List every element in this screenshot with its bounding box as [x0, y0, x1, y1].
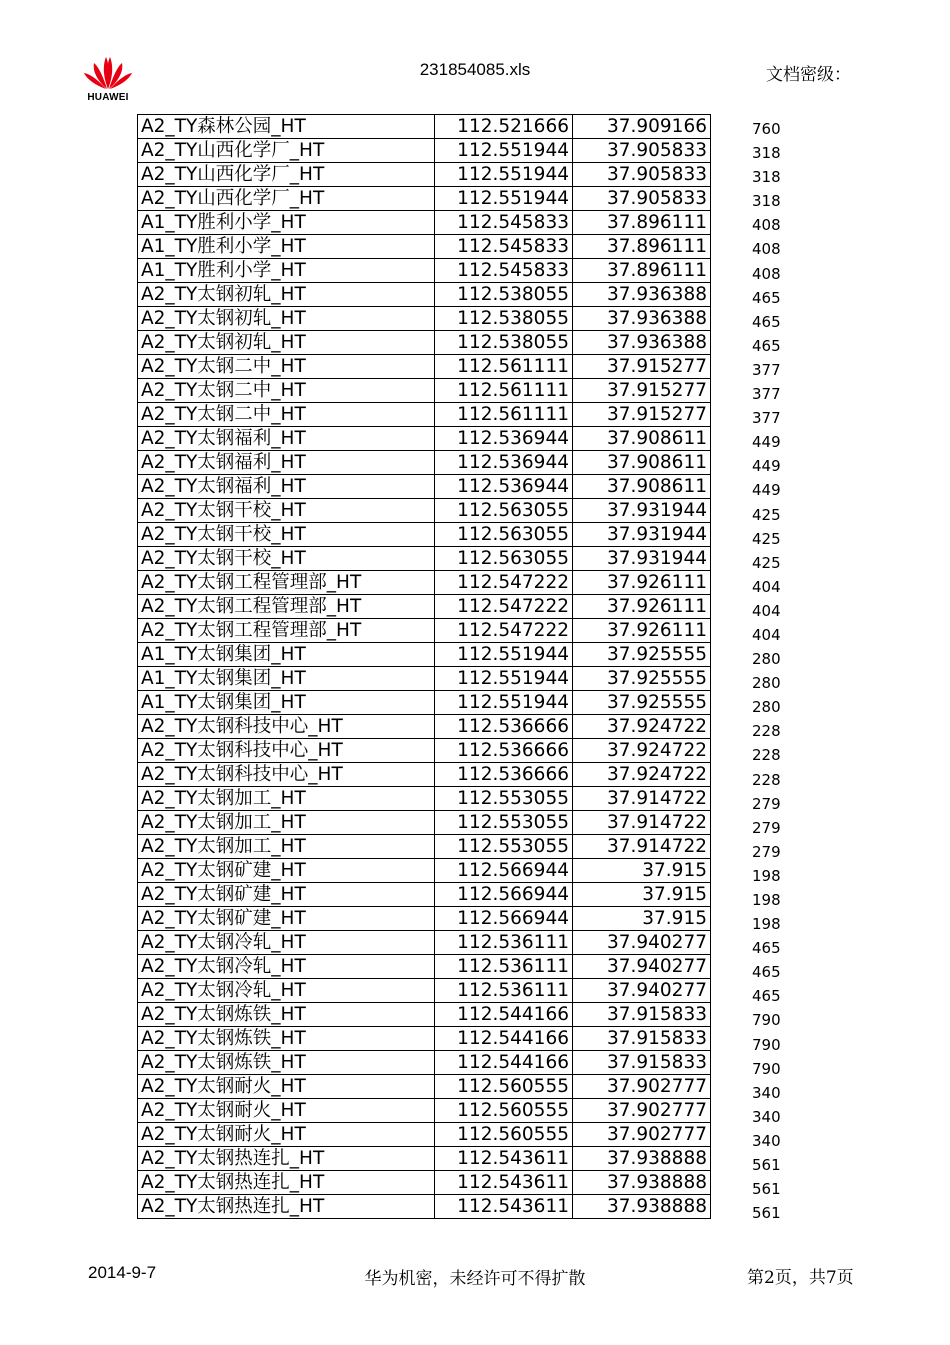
longitude-cell: 112.560555	[435, 1075, 573, 1099]
site-name-cell: A2_TY太钢科技中心_HT	[138, 739, 435, 763]
longitude-cell: 112.563055	[435, 547, 573, 571]
table-row	[138, 283, 711, 307]
table-row	[138, 1051, 711, 1075]
table-row	[138, 355, 711, 379]
latitude-cell: 37.936388	[573, 331, 711, 355]
value-cell: 760	[752, 120, 781, 138]
site-name-cell: A2_TY太钢科技中心_HT	[138, 763, 435, 787]
latitude-cell: 37.902777	[573, 1075, 711, 1099]
value-cell: 279	[752, 794, 781, 813]
value-cell: 404	[752, 601, 781, 620]
latitude-cell: 37.915833	[573, 1027, 711, 1051]
longitude-cell: 112.521666	[435, 115, 573, 139]
longitude-cell: 112.560555	[435, 1099, 573, 1123]
longitude-cell: 112.543611	[435, 1171, 573, 1195]
longitude-cell: 112.538055	[435, 283, 573, 307]
table-row	[138, 1195, 711, 1219]
table-row	[138, 787, 711, 811]
longitude-cell: 112.536111	[435, 931, 573, 955]
site-name-cell: A2_TY太钢热连扎_HT	[138, 1171, 435, 1195]
data-table	[137, 114, 711, 1219]
longitude-cell: 112.551944	[435, 187, 573, 211]
value-cell: 228	[752, 770, 781, 789]
value-cell: 790	[752, 1011, 781, 1030]
latitude-cell: 37.915833	[573, 1051, 711, 1075]
table-row	[138, 1099, 711, 1123]
latitude-cell: 37.896111	[573, 259, 711, 283]
latitude-cell: 37.908611	[573, 427, 711, 451]
value-cell: 404	[752, 625, 781, 644]
longitude-cell: 112.538055	[435, 331, 573, 355]
site-name-cell: A2_TY太钢福利_HT	[138, 451, 435, 475]
table-row	[138, 499, 711, 523]
table-row	[138, 307, 711, 331]
value-cell: 449	[752, 481, 781, 500]
longitude-cell: 112.543611	[435, 1195, 573, 1219]
table-row	[138, 619, 711, 643]
latitude-cell: 37.915277	[573, 355, 711, 379]
table-row	[138, 403, 711, 427]
table-row	[138, 931, 711, 955]
value-cell: 465	[752, 288, 781, 307]
latitude-cell: 37.915277	[573, 379, 711, 403]
value-cell: 377	[752, 385, 781, 404]
value-cell: 280	[752, 650, 781, 669]
site-name-cell: A2_TY山西化学厂_HT	[138, 163, 435, 187]
table-row	[138, 1003, 711, 1027]
longitude-cell: 112.566944	[435, 859, 573, 883]
value-cell: 408	[752, 264, 781, 283]
latitude-cell: 37.938888	[573, 1195, 711, 1219]
longitude-cell: 112.545833	[435, 259, 573, 283]
logo-text: HUAWEI	[87, 92, 129, 103]
latitude-cell: 37.931944	[573, 523, 711, 547]
longitude-cell: 112.561111	[435, 403, 573, 427]
longitude-cell: 112.538055	[435, 307, 573, 331]
latitude-cell: 37.905833	[573, 187, 711, 211]
table-row	[138, 811, 711, 835]
latitude-cell: 37.915833	[573, 1003, 711, 1027]
value-cell: 465	[752, 963, 781, 982]
longitude-cell: 112.551944	[435, 163, 573, 187]
table-row	[138, 691, 711, 715]
longitude-cell: 112.547222	[435, 571, 573, 595]
site-name-cell: A2_TY森林公园_HT	[138, 115, 435, 139]
table-row	[138, 571, 711, 595]
longitude-cell: 112.561111	[435, 379, 573, 403]
latitude-cell: 37.896111	[573, 235, 711, 259]
site-name-cell: A2_TY太钢福利_HT	[138, 475, 435, 499]
value-cell: 425	[752, 553, 781, 572]
table-row	[138, 739, 711, 763]
table-row	[138, 523, 711, 547]
table-row	[138, 331, 711, 355]
site-name-cell: A1_TY胜利小学_HT	[138, 211, 435, 235]
value-cell: 790	[752, 1035, 781, 1054]
longitude-cell: 112.553055	[435, 787, 573, 811]
site-name-cell: A2_TY太钢矿建_HT	[138, 883, 435, 907]
site-name-cell: A2_TY太钢干校_HT	[138, 523, 435, 547]
value-cell: 425	[752, 505, 781, 524]
longitude-cell: 112.544166	[435, 1003, 573, 1027]
longitude-cell: 112.566944	[435, 883, 573, 907]
page-number: 第2页，共7页	[747, 1268, 854, 1288]
site-name-cell: A1_TY太钢集团_HT	[138, 691, 435, 715]
longitude-cell: 112.536666	[435, 715, 573, 739]
value-cell: 425	[752, 529, 781, 548]
site-name-cell: A2_TY太钢加工_HT	[138, 811, 435, 835]
longitude-cell: 112.547222	[435, 619, 573, 643]
table-row	[138, 259, 711, 283]
site-name-cell: A2_TY太钢干校_HT	[138, 547, 435, 571]
value-cell: 465	[752, 312, 781, 331]
site-name-cell: A2_TY太钢干校_HT	[138, 499, 435, 523]
site-name-cell: A2_TY山西化学厂_HT	[138, 187, 435, 211]
longitude-cell: 112.566944	[435, 907, 573, 931]
latitude-cell: 37.926111	[573, 571, 711, 595]
site-name-cell: A2_TY太钢耐火_HT	[138, 1099, 435, 1123]
value-cell: 279	[752, 818, 781, 837]
value-cell: 318	[752, 192, 781, 211]
longitude-cell: 112.536944	[435, 475, 573, 499]
value-cell: 280	[752, 674, 781, 693]
latitude-cell: 37.896111	[573, 211, 711, 235]
site-name-cell: A2_TY太钢冷轧_HT	[138, 931, 435, 955]
latitude-cell: 37.931944	[573, 499, 711, 523]
longitude-cell: 112.551944	[435, 691, 573, 715]
site-name-cell: A2_TY太钢加工_HT	[138, 787, 435, 811]
table-row	[138, 595, 711, 619]
value-cell: 561	[752, 1204, 781, 1223]
table-row	[138, 1171, 711, 1195]
table-row	[138, 763, 711, 787]
value-cell: 280	[752, 698, 781, 717]
site-name-cell: A2_TY太钢福利_HT	[138, 427, 435, 451]
site-name-cell: A1_TY胜利小学_HT	[138, 259, 435, 283]
footer-date: 2014-9-7	[88, 1263, 157, 1282]
table-row	[138, 955, 711, 979]
site-name-cell: A2_TY太钢冷轧_HT	[138, 979, 435, 1003]
table-row	[138, 907, 711, 931]
latitude-cell: 37.940277	[573, 979, 711, 1003]
latitude-cell: 37.924722	[573, 763, 711, 787]
table-row	[138, 235, 711, 259]
site-name-cell: A2_TY太钢工程管理部_HT	[138, 619, 435, 643]
site-name-cell: A2_TY太钢初轧_HT	[138, 331, 435, 355]
table-row	[138, 187, 711, 211]
latitude-cell: 37.902777	[573, 1123, 711, 1147]
site-name-cell: A2_TY太钢科技中心_HT	[138, 715, 435, 739]
latitude-cell: 37.909166	[573, 115, 711, 139]
value-cell: 340	[752, 1107, 781, 1126]
latitude-cell: 37.936388	[573, 283, 711, 307]
table-row	[138, 1027, 711, 1051]
value-cell: 198	[752, 891, 781, 909]
longitude-cell: 112.545833	[435, 211, 573, 235]
value-cell: 408	[752, 240, 781, 259]
table-row	[138, 379, 711, 403]
value-cell: 377	[752, 360, 781, 379]
latitude-cell: 37.925555	[573, 667, 711, 691]
latitude-cell: 37.940277	[573, 931, 711, 955]
longitude-cell: 112.547222	[435, 595, 573, 619]
latitude-cell: 37.925555	[573, 691, 711, 715]
site-name-cell: A2_TY太钢热连扎_HT	[138, 1147, 435, 1171]
longitude-cell: 112.536111	[435, 979, 573, 1003]
latitude-cell: 37.924722	[573, 739, 711, 763]
site-name-cell: A2_TY太钢初轧_HT	[138, 283, 435, 307]
longitude-cell: 112.544166	[435, 1027, 573, 1051]
longitude-cell: 112.536666	[435, 739, 573, 763]
latitude-cell: 37.938888	[573, 1147, 711, 1171]
longitude-cell: 112.551944	[435, 667, 573, 691]
table-row	[138, 643, 711, 667]
latitude-cell: 37.908611	[573, 451, 711, 475]
table-row	[138, 115, 711, 139]
latitude-cell: 37.914722	[573, 787, 711, 811]
table-body	[138, 115, 711, 1219]
site-name-cell: A2_TY太钢二中_HT	[138, 379, 435, 403]
site-name-cell: A2_TY太钢二中_HT	[138, 355, 435, 379]
value-cell: 228	[752, 722, 781, 741]
site-name-cell: A2_TY太钢矿建_HT	[138, 859, 435, 883]
longitude-cell: 112.553055	[435, 835, 573, 859]
site-name-cell: A2_TY太钢炼铁_HT	[138, 1027, 435, 1051]
table-row	[138, 451, 711, 475]
value-column	[752, 114, 781, 1222]
longitude-cell: 112.560555	[435, 1123, 573, 1147]
latitude-cell: 37.905833	[573, 139, 711, 163]
longitude-cell: 112.563055	[435, 523, 573, 547]
value-cell: 465	[752, 336, 781, 355]
table-row	[138, 1075, 711, 1099]
site-name-cell: A2_TY太钢二中_HT	[138, 403, 435, 427]
longitude-cell: 112.553055	[435, 811, 573, 835]
site-name-cell: A2_TY太钢加工_HT	[138, 835, 435, 859]
table-row	[138, 547, 711, 571]
value-cell: 408	[752, 216, 781, 235]
value-cell: 465	[752, 939, 781, 958]
longitude-cell: 112.545833	[435, 235, 573, 259]
latitude-cell: 37.905833	[573, 163, 711, 187]
latitude-cell: 37.902777	[573, 1099, 711, 1123]
site-name-cell: A2_TY太钢工程管理部_HT	[138, 595, 435, 619]
latitude-cell: 37.925555	[573, 643, 711, 667]
longitude-cell: 112.551944	[435, 139, 573, 163]
latitude-cell: 37.915	[573, 907, 711, 931]
latitude-cell: 37.915277	[573, 403, 711, 427]
value-cell: 790	[752, 1059, 781, 1078]
site-name-cell: A2_TY太钢工程管理部_HT	[138, 571, 435, 595]
latitude-cell: 37.915	[573, 883, 711, 907]
table-row	[138, 835, 711, 859]
latitude-cell: 37.914722	[573, 811, 711, 835]
site-name-cell: A2_TY太钢炼铁_HT	[138, 1003, 435, 1027]
value-cell: 449	[752, 433, 781, 452]
value-cell: 198	[752, 866, 781, 885]
site-name-cell: A2_TY太钢冷轧_HT	[138, 955, 435, 979]
security-label: 文档密级：	[766, 65, 851, 85]
value-cell: 561	[752, 1156, 781, 1175]
value-cell: 340	[752, 1131, 781, 1150]
longitude-cell: 112.551944	[435, 643, 573, 667]
table-row	[138, 979, 711, 1003]
longitude-cell: 112.563055	[435, 499, 573, 523]
site-name-cell: A2_TY太钢热连扎_HT	[138, 1195, 435, 1219]
longitude-cell: 112.536111	[435, 955, 573, 979]
longitude-cell: 112.543611	[435, 1147, 573, 1171]
site-name-cell: A1_TY太钢集团_HT	[138, 667, 435, 691]
site-name-cell: A2_TY太钢矿建_HT	[138, 907, 435, 931]
value-cell: 377	[752, 409, 781, 428]
site-name-cell: A1_TY太钢集团_HT	[138, 643, 435, 667]
site-name-cell: A2_TY太钢炼铁_HT	[138, 1051, 435, 1075]
value-cell: 449	[752, 457, 781, 476]
latitude-cell: 37.931944	[573, 547, 711, 571]
site-name-cell: A2_TY太钢耐火_HT	[138, 1123, 435, 1147]
latitude-cell: 37.924722	[573, 715, 711, 739]
value-cell: 465	[752, 987, 781, 1006]
table-row	[138, 859, 711, 883]
table-row	[138, 211, 711, 235]
longitude-cell: 112.536666	[435, 763, 573, 787]
table-row	[138, 427, 711, 451]
latitude-cell: 37.915	[573, 859, 711, 883]
table-row	[138, 715, 711, 739]
latitude-cell: 37.938888	[573, 1171, 711, 1195]
table-row	[138, 1147, 711, 1171]
table-row	[138, 475, 711, 499]
confidential-notice: 华为机密，未经许可不得扩散	[364, 1269, 586, 1289]
table-row	[138, 163, 711, 187]
longitude-cell: 112.561111	[435, 355, 573, 379]
value-cell: 318	[752, 144, 781, 163]
table-row	[138, 667, 711, 691]
latitude-cell: 37.914722	[573, 835, 711, 859]
site-name-cell: A2_TY太钢耐火_HT	[138, 1075, 435, 1099]
latitude-cell: 37.926111	[573, 595, 711, 619]
latitude-cell: 37.936388	[573, 307, 711, 331]
table-row	[138, 139, 711, 163]
value-cell: 404	[752, 577, 781, 596]
file-name: 231854085.xls	[419, 60, 531, 79]
site-name-cell: A2_TY太钢初轧_HT	[138, 307, 435, 331]
value-cell: 228	[752, 746, 781, 765]
longitude-cell: 112.536944	[435, 451, 573, 475]
latitude-cell: 37.926111	[573, 619, 711, 643]
latitude-cell: 37.940277	[573, 955, 711, 979]
value-cell: 198	[752, 915, 781, 934]
latitude-cell: 37.908611	[573, 475, 711, 499]
longitude-cell: 112.536944	[435, 427, 573, 451]
table-row	[138, 1123, 711, 1147]
value-cell: 561	[752, 1180, 781, 1199]
table-row	[138, 883, 711, 907]
value-cell: 340	[752, 1083, 781, 1102]
value-cell: 318	[752, 168, 781, 187]
site-name-cell: A2_TY山西化学厂_HT	[138, 139, 435, 163]
longitude-cell: 112.544166	[435, 1051, 573, 1075]
value-cell: 279	[752, 842, 781, 861]
site-name-cell: A1_TY胜利小学_HT	[138, 235, 435, 259]
